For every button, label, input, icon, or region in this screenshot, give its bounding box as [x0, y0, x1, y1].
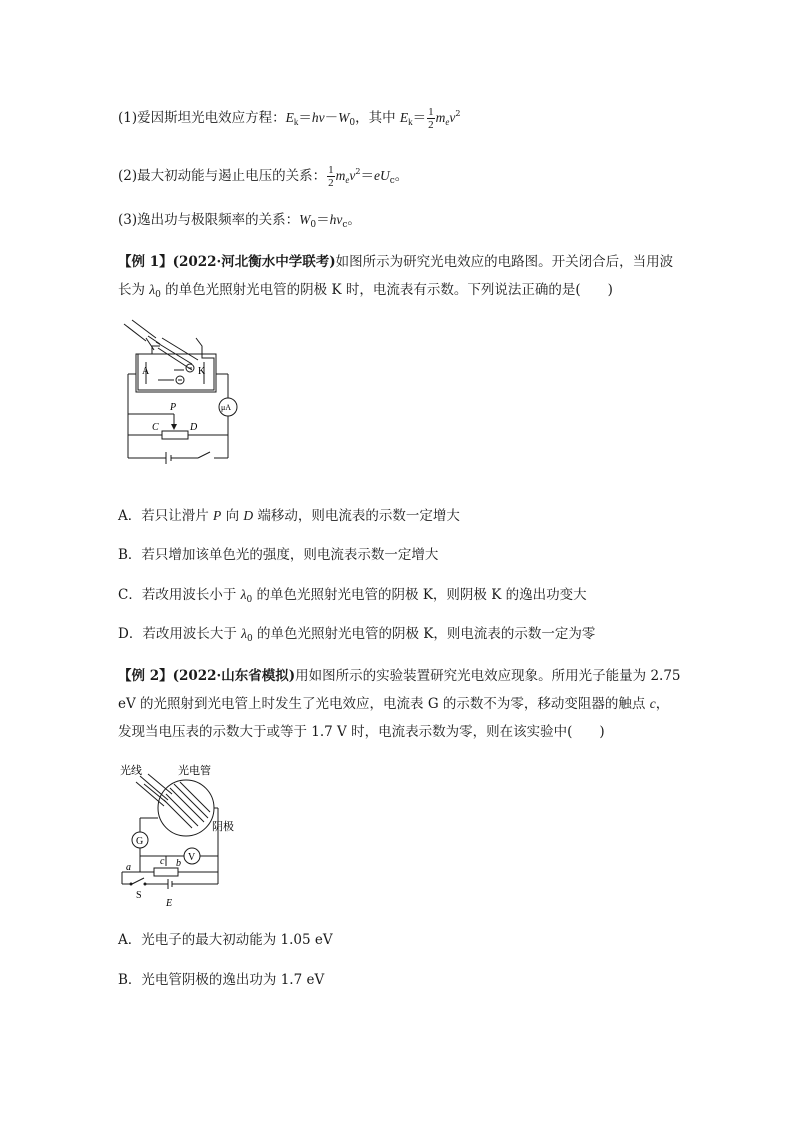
example-2-stem-line-2: eV 的光照射到光电管上时发生了光电效应，电流表 G 的示数不为零，移动变阻器的触点 c， [118, 696, 670, 712]
figure-1-circuit [118, 318, 248, 478]
formula-stopping-voltage: (2)最大初动能与遏止电压的关系： $\frac{1}{2}$ $m_ev^2=eU_c$。 [118, 164, 409, 189]
formula-3-label: (3)逸出功与极限频率的关系： [118, 212, 300, 228]
fraction-half: $\frac{1}{2}$ [328, 164, 334, 189]
svg-text:D: D [190, 422, 198, 433]
svg-text:c: c [160, 856, 165, 867]
formula-1-label: (1)爱因斯坦光电效应方程： [118, 110, 286, 126]
svg-text:V: V [188, 852, 196, 863]
example-2-stem-line-3: 发现当电压表的示数大于或等于 1.7 V 时，电流表示数为零，则在该实验中( ) [118, 724, 605, 740]
svg-text:A: A [142, 366, 150, 377]
svg-text:光线: 光线 [120, 765, 142, 777]
formula-2-label: (2)最大初动能与遏止电压的关系： [118, 168, 327, 184]
formula-work-function: (3)逸出功与极限频率的关系：$W_0=h\nu_c$。 [118, 212, 361, 230]
option-1-b: B．若只增加该单色光的强度，则电流表示数一定增大 [118, 547, 439, 563]
example-2-source: (2022·山东省模拟) [172, 668, 296, 684]
svg-text:μA: μA [221, 403, 232, 412]
svg-text:b: b [176, 858, 181, 869]
option-2-b: B．光电管阴极的逸出功为 1.7 eV [118, 972, 325, 988]
example-1-stem-line-2: 长为 $\lambda_0$ 的单色光照射光电管的阴极 K 时，电流表有示数。下列说法正确的是( ) [118, 282, 613, 300]
example-2-stem-line-1: 【例 2】(2022·山东省模拟)用如图所示的实验装置研究光电效应现象。所用光子能量为 2.75 [118, 668, 681, 684]
svg-text:P: P [170, 402, 177, 413]
example-1-stem-line-1: 【例 1】(2022·河北衡水中学联考)如图所示为研究光电效应的电路图。开关闭合后，当用波 [118, 254, 674, 270]
example-1-source: (2022·河北衡水中学联考) [172, 254, 336, 270]
svg-text:E: E [166, 898, 173, 909]
svg-text:G: G [136, 836, 144, 847]
example-1-tag: 【例 1】 [118, 254, 173, 270]
svg-text:S: S [136, 890, 142, 901]
option-2-a: A．光电子的最大初动能为 1.05 eV [118, 932, 333, 948]
formula-einstein: (1)爱因斯坦光电效应方程：$E_k=h\nu-W_0$，其中 $E_k=$ $\frac{1}{2}$ $m_ev^2$ [118, 106, 461, 131]
svg-text:光电管: 光电管 [178, 765, 211, 777]
figure-2-apparatus [118, 760, 258, 910]
fraction-half: $\frac{1}{2}$ [428, 106, 434, 131]
option-1-c: C．若改用波长小于 $\lambda_0$ 的单色光照射光电管的阴极 K，则阴极 K 的逸出功变大 [118, 587, 587, 605]
svg-text:a: a [126, 862, 131, 873]
svg-text:阴极: 阴极 [212, 821, 234, 833]
svg-text:K: K [198, 366, 206, 377]
option-1-d: D．若改用波长大于 $\lambda_0$ 的单色光照射光电管的阴极 K，则电流表的示数一定为零 [118, 626, 596, 644]
example-2-tag: 【例 2】 [118, 668, 173, 684]
svg-text:C: C [152, 422, 159, 433]
option-1-a: A．若只让滑片 P 向 D 端移动，则电流表的示数一定增大 [118, 508, 460, 524]
